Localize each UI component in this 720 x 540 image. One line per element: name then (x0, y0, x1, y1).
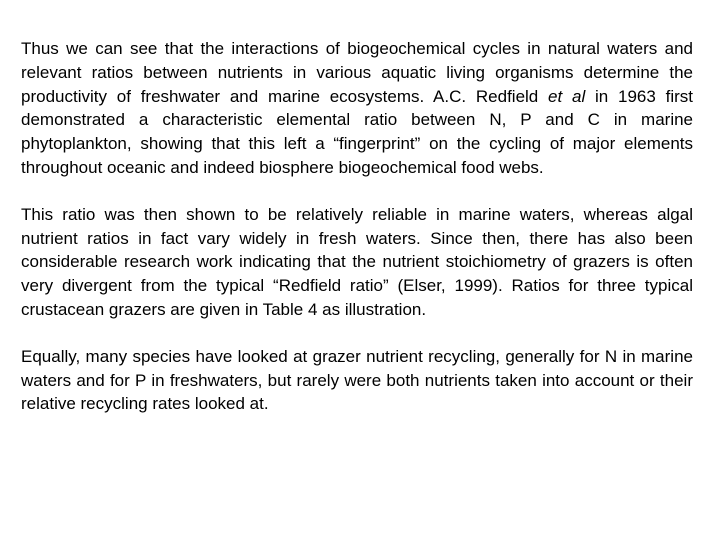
paragraph-text: in 1963 first demonstrated a characteristic elemental ratio between N, P and C in marine phytoplankton, showing that this left a “fingerprint” on the cycling of major elements throughout oceanic and indeed biosphere biogeochemical food webs. (21, 86, 693, 177)
paragraph-text: Thus we can see that the interactions of biogeochemical cycles in natural waters and relevant ratios between nutrients in various aquatic living organisms determine the productivity of freshwater and marine ecosystems. A.C. Redfield (21, 39, 693, 106)
document-body (21, 37, 693, 416)
italic-et-al: et al (548, 86, 586, 106)
paragraph-redfield-intro (21, 37, 693, 180)
paragraph-grazer-recycling: Equally, many species have looked at grazer nutrient recycling, generally for N in marine waters and for P in freshwaters, but rarely were both nutrients taken into account or their relative recycling rates looked at. (21, 346, 693, 414)
paragraph-ratio-reliability: This ratio was then shown to be relatively reliable in marine waters, whereas algal nutrient ratios in fact vary widely in fresh waters. Since then, there has also been considerable research work indicating that the nutrient stoichiometry of grazers is often very divergent from the typical “Redfield ratio” (Elser, 1999). Ratios for three typical crustacean grazers are given in Table 4 as illustration. (21, 204, 693, 319)
